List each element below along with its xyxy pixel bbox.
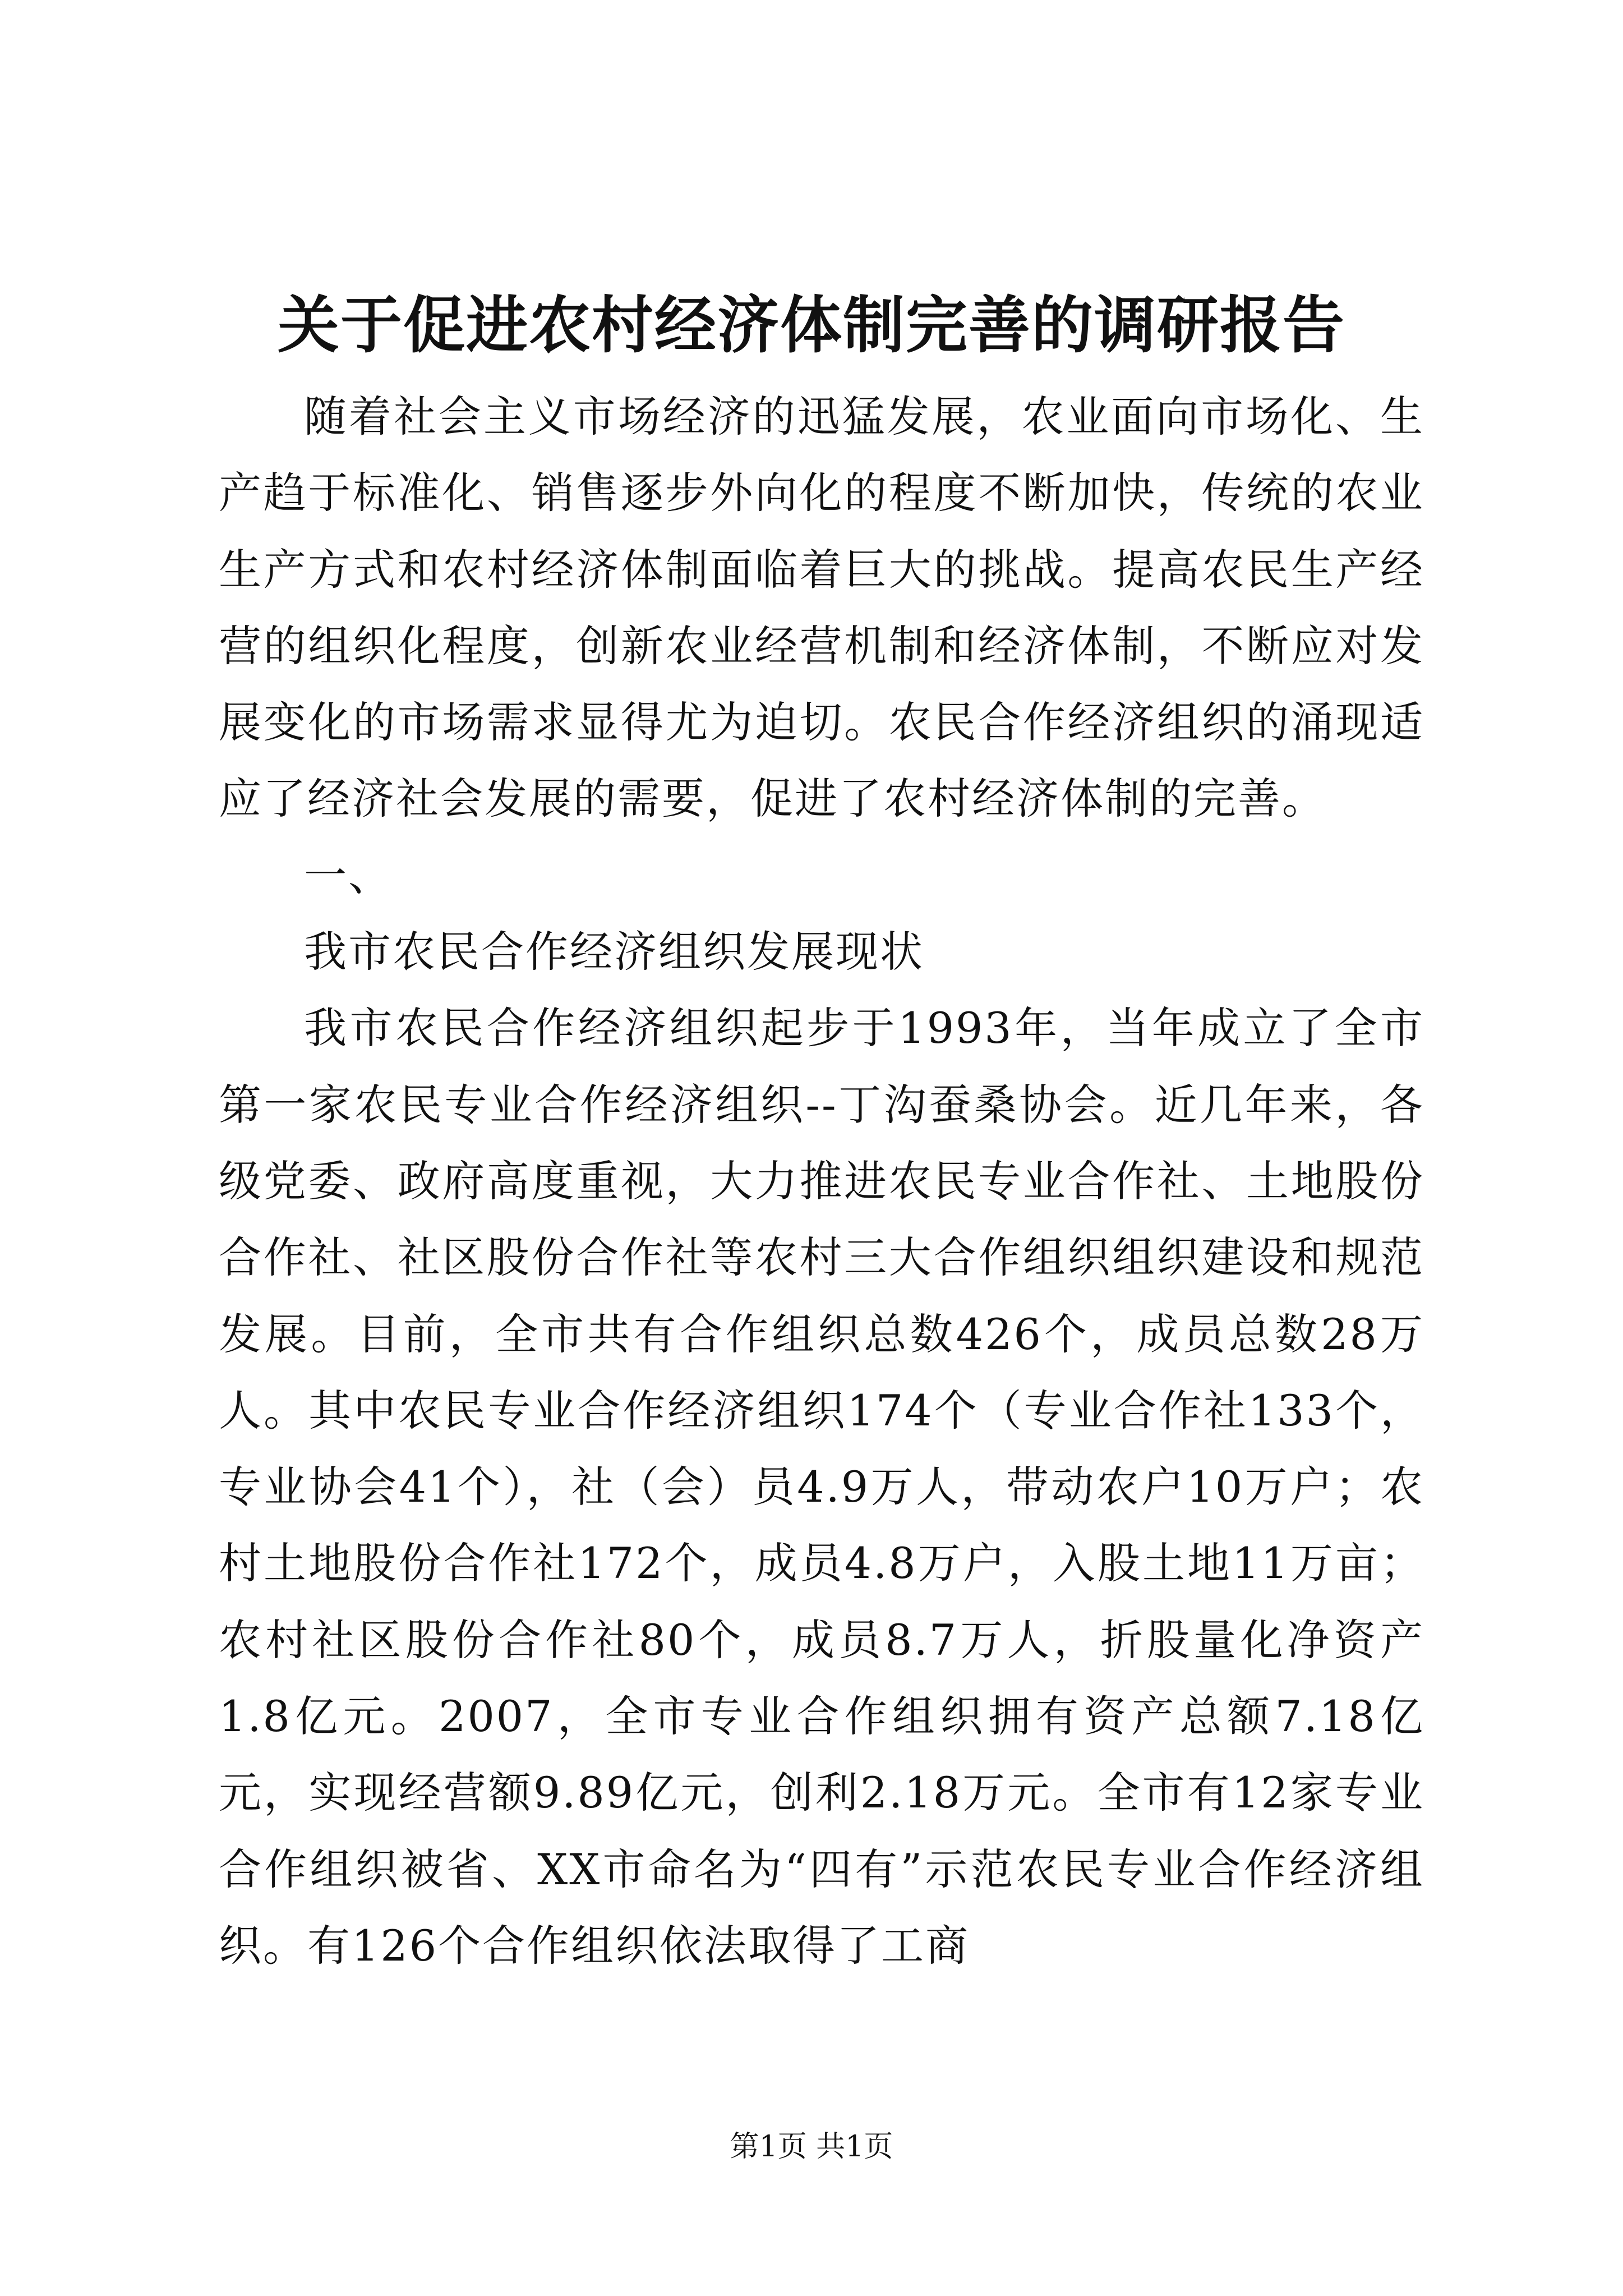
intro-paragraph: 随着社会主义市场经济的迅猛发展，农业面向市场化、生产趋于标准化、销售逐步外向化的程度不断加快，传统的农业生产方式和农村经济体制面临着巨大的挑战。提高农民生产经营的组织化程度，创新农业经营机制和经济体制，不断应对发展变化的市场需求显得尤为迫切。农民合作经济组织的涌现适应了经济社会发展的需要，促进了农村经济体制的完善。: [219, 392, 1424, 824]
document-title: 关于促进农村经济体制完善的调研报告: [278, 289, 1345, 361]
section-number: 一、: [304, 850, 393, 900]
document-body: [219, 379, 1424, 1984]
section-heading: 我市农民合作经济组织发展现状: [304, 927, 924, 977]
page-footer: 第1页 共1页: [730, 2130, 893, 2164]
status-paragraph: 我市农民合作经济组织起步于1993年，当年成立了全市第一家农民专业合作经济组织--丁沟蚕桑协会。近几年来，各级党委、政府高度重视，大力推进农民专业合作社、土地股份合作社、社区股份合作社等农村三大合作组织组织建设和规范发展。目前，全市共有合作组织总数426个，成员总数28万人。其中农民专业合作经济组织174个（专业合作社133个，专业协会41个），社（会）员4.9万人，带动农户10万户；农村土地股份合作社172个，成员4.8万户，入股土地11万亩；农村社区股份合作社80个，成员8.7万人，折股量化净资产1.8亿元。2007，全市专业合作组织拥有资产总额7.18亿元，实现经营额9.89亿元，创利2.18万元。全市有12家专业合作组织被省、XX市命名为“四有”示范农民专业合作经济组织。有126个合作组织依法取得了工商: [219, 1003, 1424, 1971]
